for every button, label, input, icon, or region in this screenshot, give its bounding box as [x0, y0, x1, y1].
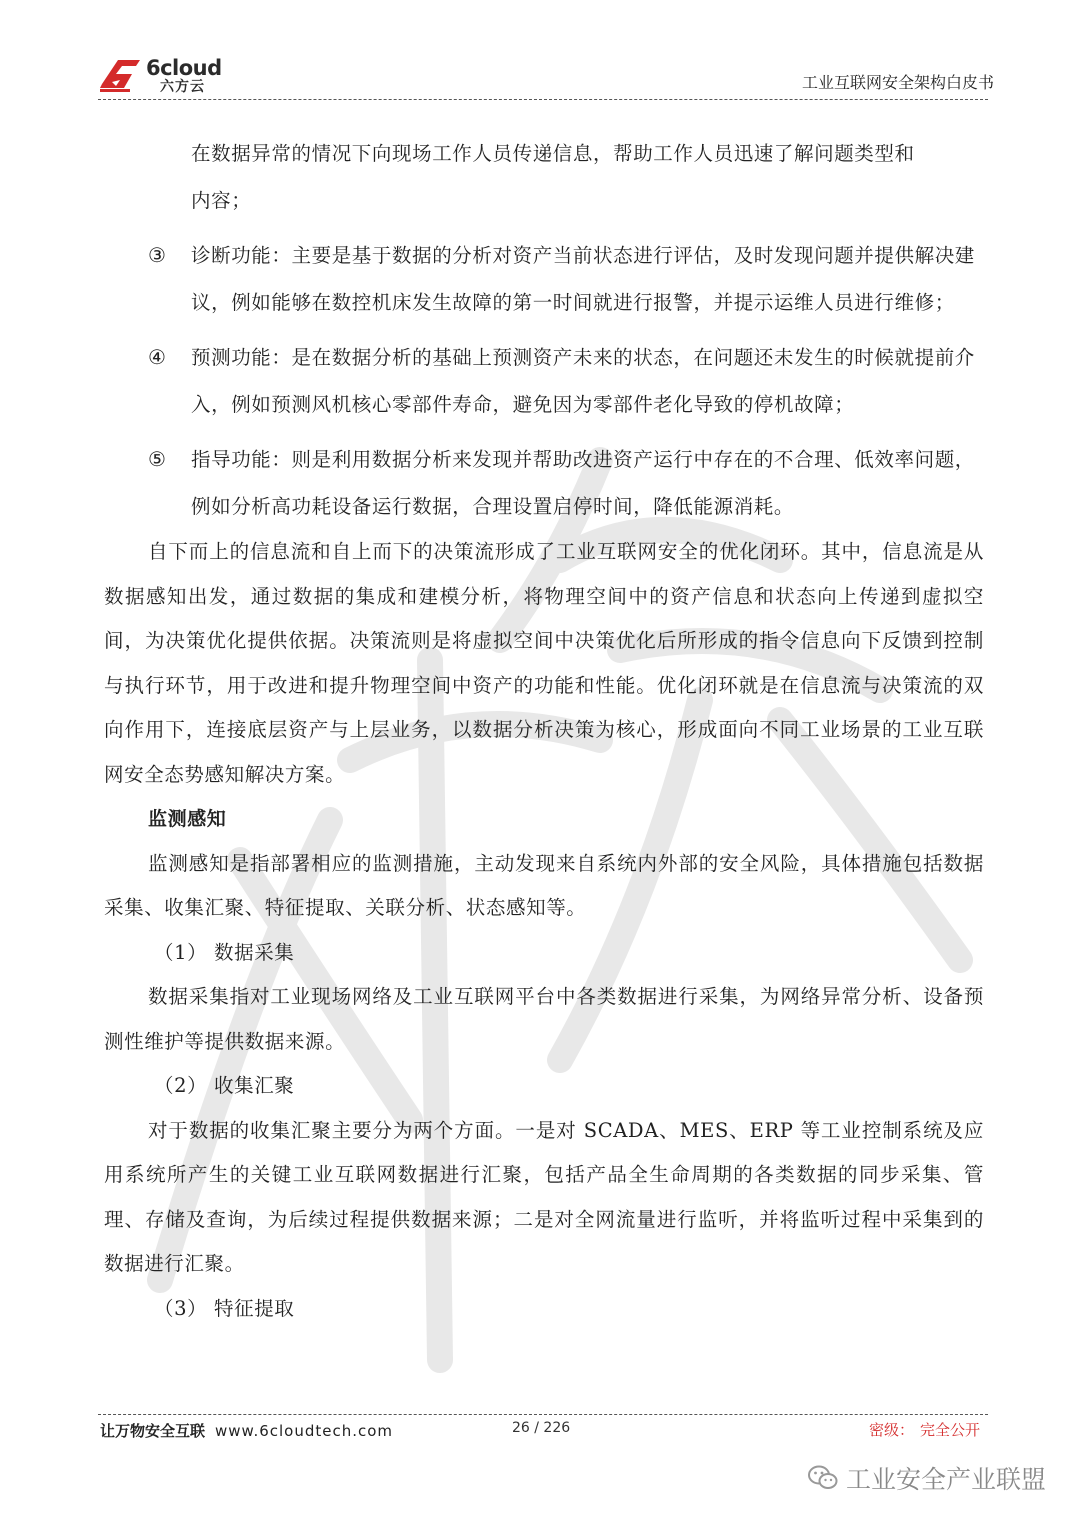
list-number: ⑤: [148, 447, 167, 471]
footer-brand: [100, 1420, 393, 1441]
page-number: 26 / 226: [512, 1420, 571, 1436]
header-divider: [98, 99, 988, 100]
list-item-diagnosis: [104, 232, 984, 326]
paragraph-monitoring: 监测感知是指部署相应的监测措施，主动发现来自系统内外部的安全风险，具体措施包括数据采集、收集汇聚、特征提取、关联分析、状态感知等。: [104, 851, 984, 919]
classification-value: 完全公开: [919, 1421, 980, 1439]
logo-text-english: 6cloud: [146, 56, 222, 80]
company-logo: [98, 54, 228, 94]
subheading-data-collection: （1） 数据采集: [154, 940, 295, 964]
list-item-guidance: [104, 436, 984, 530]
list-number: ④: [148, 345, 167, 369]
list-continuation-line: 内容；: [191, 189, 252, 212]
subheading-feature-extraction: （3） 特征提取: [154, 1296, 295, 1320]
document-title: 工业互联网安全架构白皮书: [801, 73, 994, 92]
list-item-text: 指导功能：则是利用数据分析来发现并帮助改进资产运行中存在的不合理、低效率问题，例如分析高功耗设备运行数据，合理设置启停时间，降低能源消耗。: [191, 448, 975, 518]
logo-text-chinese: 六方云: [160, 79, 205, 95]
six-cloud-logo-icon: [98, 54, 144, 94]
list-continuation-line: 在数据异常的情况下向现场工作人员传递信息，帮助工作人员迅速了解问题类型和: [191, 142, 915, 165]
paragraph-data-collection: 数据采集指对工业现场网络及工业互联网平台中各类数据进行采集，为网络异常分析、设备预测性维护等提供数据来源。: [104, 985, 984, 1053]
wechat-account-watermark: [808, 1460, 1046, 1496]
list-item-text: 诊断功能：主要是基于数据的分析对资产当前状态进行评估，及时发现问题并提供解决建议，例如能够在数控机床发生故障的第一时间就进行报警，并提示运维人员进行维修；: [191, 244, 975, 314]
footer-divider: [98, 1414, 988, 1415]
paragraph-data-aggregation: 对于数据的收集汇聚主要分为两个方面。一是对 SCADA、MES、ERP 等工业控制系统及应用系统所产生的关键工业互联网数据进行汇聚，包括产品全生命周期的各类数据的同步采集、管理、存储及查询，为后续过程提供数据来源；二是对全网流量进行监听，并将监听过程中采集到的数据进行汇聚。: [104, 1118, 984, 1275]
page-content: [104, 130, 984, 1331]
wechat-icon: [808, 1465, 838, 1491]
wechat-account-name: 工业安全产业联盟: [845, 1465, 1046, 1494]
list-number: ③: [148, 243, 167, 267]
footer-slogan: 让万物安全互联: [100, 1422, 206, 1440]
classification-label: [869, 1419, 980, 1440]
paragraph-optimization-loop: 自下而上的信息流和自上而下的决策流形成了工业互联网安全的优化闭环。其中，信息流是从数据感知出发，通过数据的集成和建模分析，将物理空间中的资产信息和状态向上传递到虚拟空间，为决策优化提供依据。决策流则是将虚拟空间中决策优化后所形成的指令信息向下反馈到控制与执行环节，用于改进和提升物理空间中资产的功能和性能。优化闭环就是在信息流与决策流的双向作用下，连接底层资产与上层业务，以数据分析决策为核心，形成面向不同工业场景的工业互联网安全态势感知解决方案。: [104, 540, 984, 786]
section-heading-monitoring: 监测感知: [148, 808, 227, 830]
subheading-data-aggregation: （2） 收集汇聚: [154, 1074, 295, 1097]
classification-key: 密级：: [868, 1421, 914, 1439]
list-item-prediction: [104, 334, 984, 428]
footer-url[interactable]: www.6cloudtech.com: [215, 1422, 394, 1440]
list-item-text: 预测功能：是在数据分析的基础上预测资产未来的状态，在问题还未发生的时候就提前介入，例如预测风机核心零部件寿命，避免因为零部件老化导致的停机故障；: [191, 346, 975, 416]
